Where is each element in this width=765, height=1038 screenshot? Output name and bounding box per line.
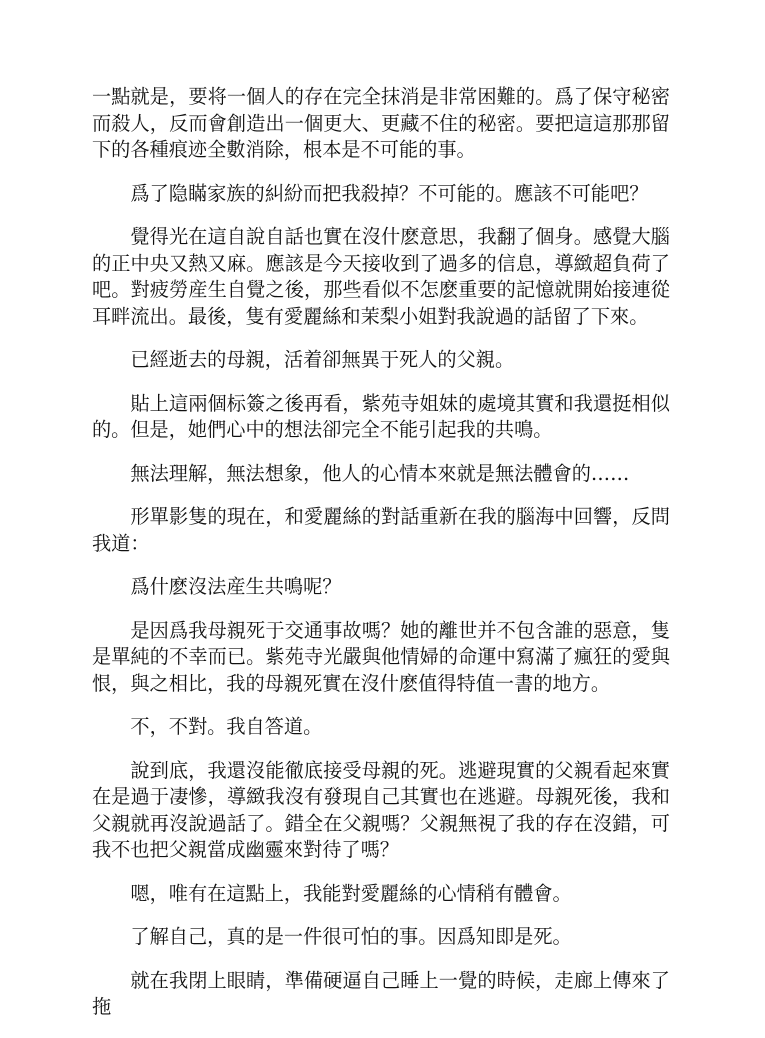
paragraph-10: 不，不對。我自答道。	[130, 715, 323, 738]
paragraph-7: 形單影隻的現在，和愛麗絲的對話重新在我的腦海中回響，反問我道：	[92, 505, 670, 555]
paragraph-13: 了解自己，真的是一件很可怕的事。因爲知即是死。	[130, 925, 572, 948]
paragraph-8: 爲什麽沒法産生共鳴呢？	[130, 575, 342, 598]
paragraph-11: 說到底，我還沒能徹底接受母親的死。逃避現實的父親看起來實在是過于凄慘，導緻我沒有發現自己其實也在逃避。母親死後，我和父親就再沒說過話了。錯全在父親嗎？父親無視了我的存在沒錯，可我不也把父親當成幽靈來對待了嗎？	[92, 758, 670, 861]
paragraph-4: 已經逝去的母親，活着卻無異于死人的父親。	[130, 348, 515, 371]
paragraph-12: 嗯，唯有在這點上，我能對愛麗絲的心情稍有體會。	[130, 881, 572, 905]
paragraph-6: 無法理解，無法想象，他人的心情本來就是無法體會的……	[130, 461, 630, 485]
paragraph-2: 爲了隐瞞家族的糾紛而把我殺掉？不可能的。應該不可能吧？	[130, 181, 649, 205]
paragraph-1: 一點就是，要将一個人的存在完全抹消是非常困難的。爲了保守秘密而殺人，反而會創造出一個更大、更藏不住的秘密。要把這這那那留下的各種痕迹全數消除，根本是不可能的事。	[92, 85, 670, 161]
paragraph-14: 就在我閉上眼睛，準備硬逼自己睡上一覺的時候，走廊上傳來了拖	[92, 968, 670, 1018]
document-page	[92, 84, 670, 1038]
paragraph-9: 是因爲我母親死于交通事故嗎？她的離世并不包含誰的惡意，隻是單純的不幸而已。紫苑寺光嚴與他情婦的命運中寫滿了瘋狂的愛與恨，與之相比，我的母親死實在沒什麽值得特值一書的地方。	[92, 618, 670, 695]
paragraph-5: 貼上這兩個标簽之後再看，紫苑寺姐妹的處境其實和我還挺相似的。但是，她們心中的想法卻完全不能引起我的共鳴。	[92, 391, 670, 441]
paragraph-3: 覺得光在這自說自話也實在沒什麽意思，我翻了個身。感覺大腦的正中央又熱又麻。應該是今天接收到了過多的信息，導緻超負荷了吧。對疲勞産生自覺之後，那些看似不怎麽重要的記憶就開始接連從耳畔流出。最後，隻有愛麗絲和茉梨小姐對我說過的話留了下來。	[92, 225, 670, 328]
